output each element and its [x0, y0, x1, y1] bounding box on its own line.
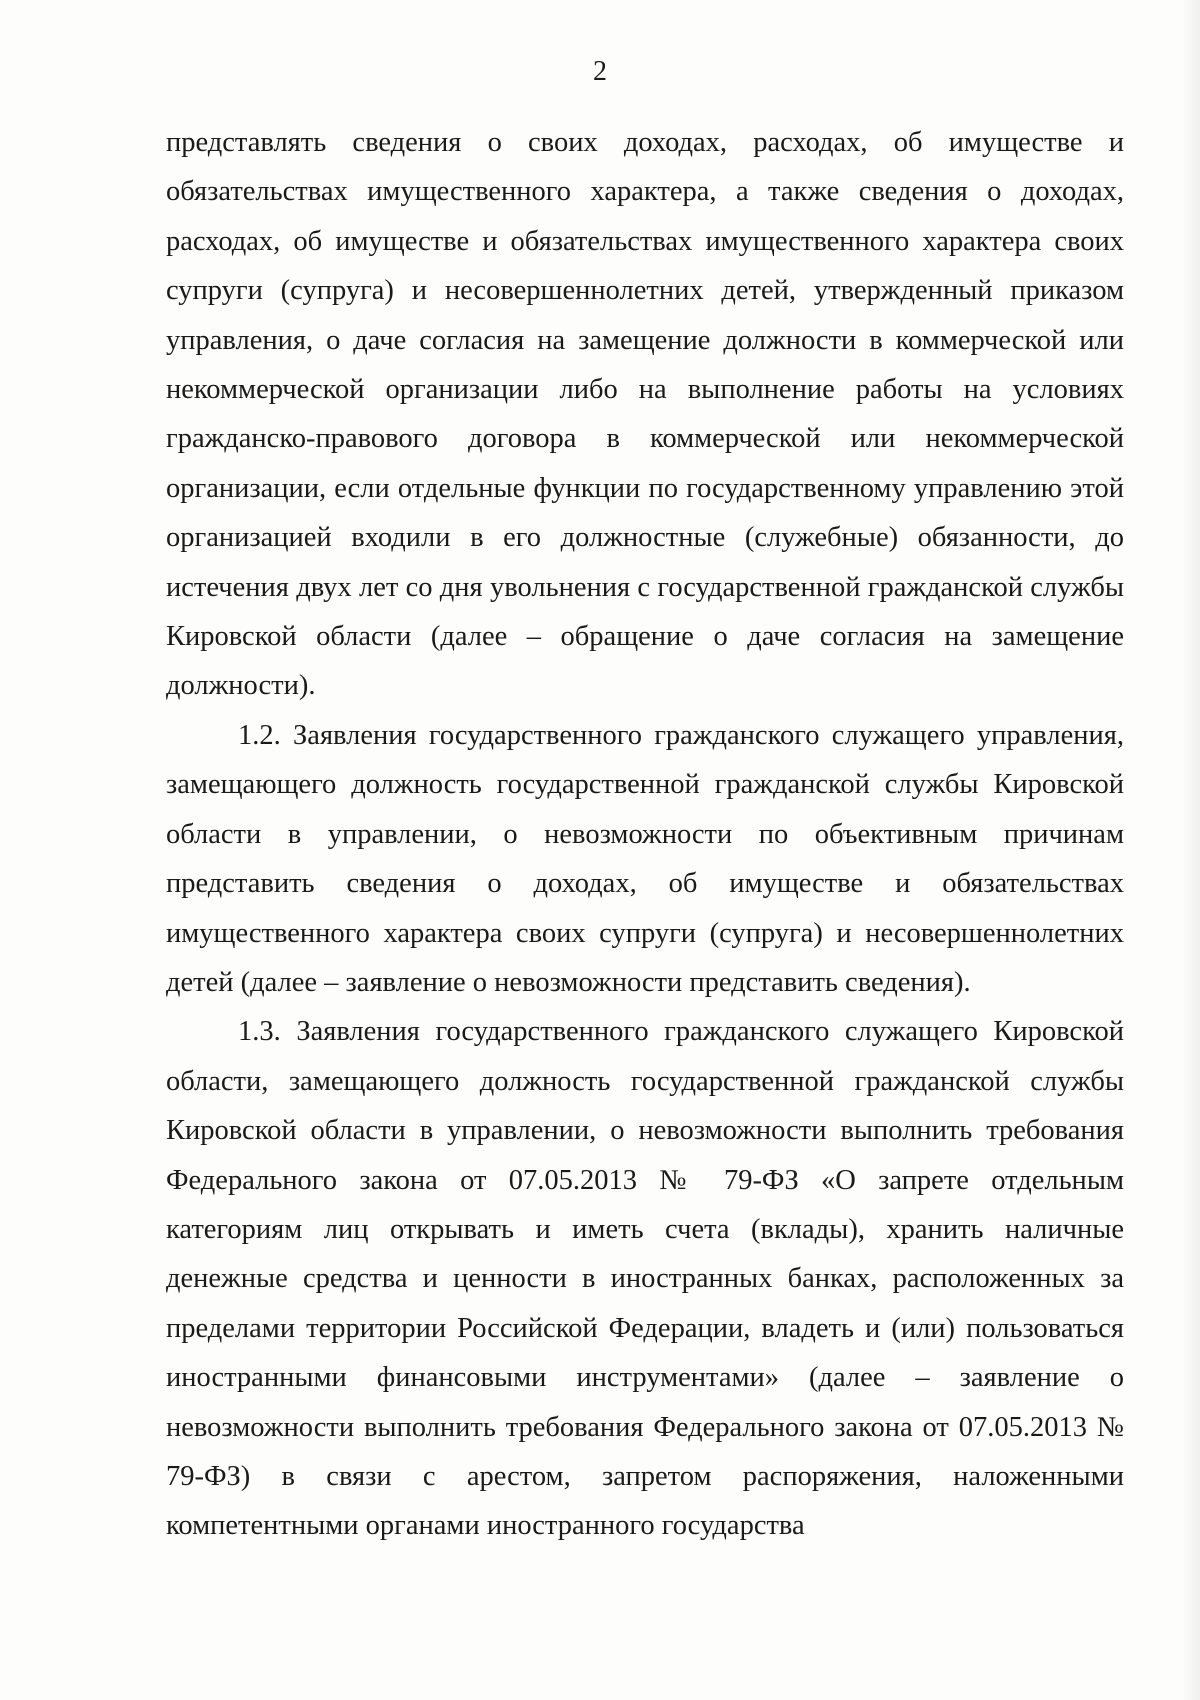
paragraph-1-3: 1.3. Заявления государственного гражданского служащего Кировской области, замещающего должность государственной гражданской службы Кировской области в управлении, о невозможности выполнить требования Федерального закона от 07.05.2013 № 79-ФЗ «О запрете отдельным категориям лиц открывать и иметь счета (вклады), хранить наличные денежные средства и ценности в иностранных банках, расположенных за пределами территории Российской Федерации, владеть и (или) пользоваться иностранными финансовыми инструментами» (далее – заявление о невозможности выполнить требования Федерального закона от 07.05.2013 № 79-ФЗ) в связи с арестом, запретом распоряжения, наложенными компетентными органами иностранного государства — [166, 1016, 1124, 1542]
page-number: 2 — [593, 56, 607, 87]
scan-edge-shadow — [1182, 0, 1200, 1700]
paragraph-continuation: представлять сведения о своих доходах, расходах, об имуществе и обязательствах имущественного характера, а также сведения о доходах, расходах, об имуществе и обязательствах имущественного характера своих супруги (супруга) и несовершеннолетних детей, утвержденный приказом управления, о даче согласия на замещение должности в коммерческой или некоммерческой организации либо на выполнение работы на условиях гражданско-правового договора в коммерческой или некоммерческой организации, если отдельные функции по государственному управлению этой организацией входили в его должностные (служебные) обязанности, до истечения двух лет со дня увольнения с государственной гражданской службы Кировской области (далее – обращение о даче согласия на замещение должности). — [166, 127, 1124, 702]
document-body — [166, 118, 1124, 1551]
paragraph-1-2: 1.2. Заявления государственного гражданского служащего управления, замещающего должность государственной гражданской службы Кировской области в управлении, о невозможности по объективным причинам представить сведения о доходах, об имуществе и обязательствах имущественного характера своих супруги (супруга) и несовершеннолетних детей (далее – заявление о невозможности представить сведения). — [166, 719, 1124, 998]
